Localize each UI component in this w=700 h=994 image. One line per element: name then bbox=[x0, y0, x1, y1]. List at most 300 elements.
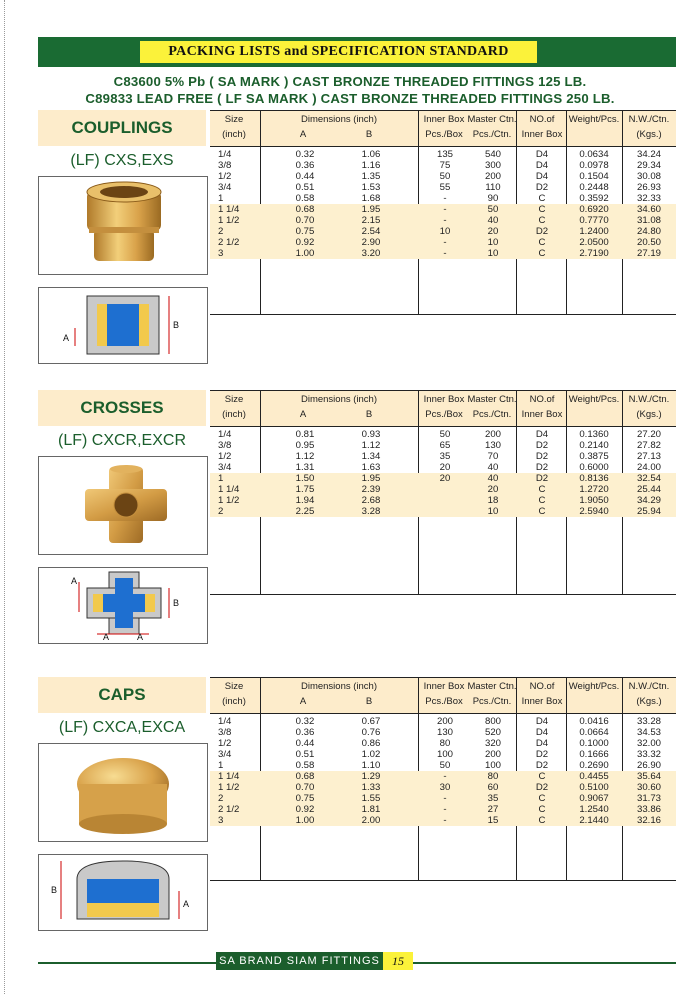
table-row bbox=[210, 815, 676, 826]
col-b: B bbox=[365, 696, 373, 707]
table-cell: 1.2720 bbox=[579, 484, 609, 495]
col-nw: N.W./Ctn. bbox=[628, 114, 670, 125]
table-cell: 30 bbox=[439, 782, 451, 793]
table-cell: 70 bbox=[487, 451, 499, 462]
col-no-of-unit: Inner Box bbox=[521, 696, 563, 707]
table-cell: 65 bbox=[439, 440, 451, 451]
col-no-of-unit: Inner Box bbox=[521, 409, 563, 420]
col-dimensions: Dimensions (inch) bbox=[300, 681, 378, 692]
table-cell: 1.63 bbox=[361, 462, 381, 473]
col-master-ctn: Master Ctn. bbox=[467, 681, 517, 692]
table-row bbox=[210, 171, 676, 182]
table-cell: - bbox=[443, 771, 447, 782]
table-cell: C bbox=[538, 248, 546, 259]
table-cell: 0.92 bbox=[295, 237, 315, 248]
table-cell: 0.93 bbox=[361, 429, 381, 440]
table-cell: 320 bbox=[484, 738, 501, 749]
col-size-unit: (inch) bbox=[222, 409, 246, 420]
table-cell: 35.64 bbox=[636, 771, 661, 782]
col-a: A bbox=[299, 129, 307, 140]
table-cell: 55 bbox=[439, 182, 451, 193]
section-title: COUPLINGS bbox=[71, 118, 173, 137]
table-cell: D2 bbox=[535, 451, 549, 462]
table-cell: 33.86 bbox=[636, 804, 661, 815]
product-photo bbox=[38, 743, 208, 842]
table-cell: 1/2 bbox=[218, 738, 232, 749]
table-cell: 10 bbox=[487, 237, 499, 248]
table-cell: 1 bbox=[218, 193, 224, 204]
table-cell: 1.2400 bbox=[579, 226, 609, 237]
section-title: CROSSES bbox=[80, 398, 164, 417]
table-cell: 130 bbox=[484, 440, 501, 451]
table-row bbox=[210, 440, 676, 451]
col-no-of-unit: Inner Box bbox=[521, 129, 563, 140]
table-cell: 1.06 bbox=[361, 149, 381, 160]
table-cell: 18 bbox=[487, 495, 499, 506]
table-cell: C bbox=[538, 215, 546, 226]
table-cell: 1.68 bbox=[361, 193, 381, 204]
table-cell: 0.1504 bbox=[579, 171, 609, 182]
table-cell: 20 bbox=[439, 473, 451, 484]
table-cell: C bbox=[538, 771, 546, 782]
table-cell: 1.00 bbox=[295, 248, 315, 259]
table-cell: 3/4 bbox=[218, 749, 232, 760]
table-cell: 40 bbox=[487, 215, 499, 226]
table-cell: 1.94 bbox=[295, 495, 315, 506]
col-master-ctn: Master Ctn. bbox=[467, 394, 517, 405]
table-cell: D2 bbox=[535, 473, 549, 484]
table-cell: C bbox=[538, 495, 546, 506]
table-cell: 20 bbox=[439, 462, 451, 473]
col-nw: N.W./Ctn. bbox=[628, 394, 670, 405]
table-cell: 2.00 bbox=[361, 815, 381, 826]
table-cell: 1.16 bbox=[361, 160, 381, 171]
table-cell: 27 bbox=[487, 804, 499, 815]
table-cell: 75 bbox=[439, 160, 451, 171]
table-cell: 0.81 bbox=[295, 429, 315, 440]
table-cell: 1.00 bbox=[295, 815, 315, 826]
table-row bbox=[210, 804, 676, 815]
table-row bbox=[210, 738, 676, 749]
table-row bbox=[210, 193, 676, 204]
table-cell: 0.75 bbox=[295, 793, 315, 804]
table-cell: 2.90 bbox=[361, 237, 381, 248]
table-cell: 2.7190 bbox=[579, 248, 609, 259]
table-cell: 40 bbox=[487, 462, 499, 473]
table-cell: 1/4 bbox=[218, 149, 232, 160]
table-row bbox=[210, 760, 676, 771]
table-cell: 2.54 bbox=[361, 226, 381, 237]
table-cell: - bbox=[443, 204, 447, 215]
table-cell: D2 bbox=[535, 182, 549, 193]
table-cell: 0.3592 bbox=[579, 193, 609, 204]
col-size-unit: (inch) bbox=[222, 129, 246, 140]
table-row bbox=[210, 429, 676, 440]
table-row bbox=[210, 248, 676, 259]
dimension-diagram bbox=[38, 287, 208, 364]
model-code: (LF) CXS,EXS bbox=[70, 152, 174, 169]
table-cell: 0.2140 bbox=[579, 440, 609, 451]
table-cell: 1.81 bbox=[361, 804, 381, 815]
dimension-label-a-bottom-2: A bbox=[137, 632, 144, 642]
table-cell: 1.02 bbox=[361, 749, 381, 760]
table-cell: D4 bbox=[535, 738, 549, 749]
table-cell: 1.29 bbox=[361, 771, 381, 782]
table-cell: 1.95 bbox=[361, 473, 381, 484]
table-cell: C bbox=[538, 815, 546, 826]
col-size: Size bbox=[224, 114, 244, 125]
table-row bbox=[210, 506, 676, 517]
table-row bbox=[210, 793, 676, 804]
col-master-unit: Pcs./Ctn. bbox=[472, 696, 512, 707]
section-title: CAPS bbox=[98, 685, 146, 704]
col-nw-unit: (Kgs.) bbox=[636, 696, 662, 707]
table-cell: 3/4 bbox=[218, 462, 232, 473]
table-row bbox=[210, 160, 676, 171]
col-no-of: NO.of bbox=[529, 394, 555, 405]
table-cell: 1 1/4 bbox=[218, 484, 240, 495]
table-cell: 540 bbox=[484, 149, 501, 160]
table-cell: 0.1000 bbox=[579, 738, 609, 749]
table-cell: 1.33 bbox=[361, 782, 381, 793]
table-cell: D4 bbox=[535, 716, 549, 727]
table-cell: 1/2 bbox=[218, 451, 232, 462]
col-b: B bbox=[365, 409, 373, 420]
table-cell: D2 bbox=[535, 760, 549, 771]
table-cell: 26.93 bbox=[636, 182, 661, 193]
table-cell: 80 bbox=[439, 738, 451, 749]
table-cell: 3/8 bbox=[218, 727, 232, 738]
table-cell: 1/4 bbox=[218, 716, 232, 727]
table-cell: 0.32 bbox=[295, 149, 315, 160]
table-cell: 1/2 bbox=[218, 171, 232, 182]
table-cell: - bbox=[443, 793, 447, 804]
table-cell: 35 bbox=[487, 793, 499, 804]
table-cell: 2.39 bbox=[361, 484, 381, 495]
table-cell: 15 bbox=[487, 815, 499, 826]
table-cell: 1 1/2 bbox=[218, 495, 240, 506]
col-inner-box: Inner Box bbox=[423, 114, 465, 125]
table-row bbox=[210, 495, 676, 506]
table-cell: 90 bbox=[487, 193, 499, 204]
table-row bbox=[210, 451, 676, 462]
table-cell: 0.70 bbox=[295, 215, 315, 226]
table-cell: 200 bbox=[436, 716, 453, 727]
table-cell: 1.55 bbox=[361, 793, 381, 804]
table-cell: 30.60 bbox=[636, 782, 661, 793]
table-cell: 0.70 bbox=[295, 782, 315, 793]
table-cell: 1 1/2 bbox=[218, 215, 240, 226]
table-cell: 40 bbox=[487, 473, 499, 484]
dimension-diagram bbox=[38, 854, 208, 931]
table-cell: 3 bbox=[218, 815, 224, 826]
table-cell: D2 bbox=[535, 462, 549, 473]
table-cell: 0.32 bbox=[295, 716, 315, 727]
table-cell: 30.08 bbox=[636, 171, 661, 182]
table-cell: 32.54 bbox=[636, 473, 661, 484]
col-no-of: NO.of bbox=[529, 114, 555, 125]
table-cell: 2.15 bbox=[361, 215, 381, 226]
table-cell: 0.5100 bbox=[579, 782, 609, 793]
table-cell: 0.67 bbox=[361, 716, 381, 727]
dimension-label-a-left: A bbox=[71, 576, 78, 586]
table-cell: 135 bbox=[436, 149, 453, 160]
dimension-diagram bbox=[38, 567, 208, 644]
dimension-label-a-bottom-1: A bbox=[103, 632, 110, 642]
table-cell: 32.33 bbox=[636, 193, 661, 204]
model-code: (LF) CXCR,EXCR bbox=[57, 432, 186, 449]
table-cell: D2 bbox=[535, 782, 549, 793]
col-dimensions: Dimensions (inch) bbox=[300, 114, 378, 125]
table-cell: C bbox=[538, 506, 546, 517]
table-cell: C bbox=[538, 193, 546, 204]
table-cell: - bbox=[443, 237, 447, 248]
table-cell: 0.7770 bbox=[579, 215, 609, 226]
table-cell: 20 bbox=[487, 226, 499, 237]
col-dimensions: Dimensions (inch) bbox=[300, 394, 378, 405]
table-cell: 100 bbox=[484, 760, 501, 771]
table-cell: D4 bbox=[535, 149, 549, 160]
table-cell: 0.0978 bbox=[579, 160, 609, 171]
table-cell: 0.36 bbox=[295, 160, 315, 171]
table-cell: 3/8 bbox=[218, 160, 232, 171]
table-cell: 80 bbox=[487, 771, 499, 782]
col-master-unit: Pcs./Ctn. bbox=[472, 129, 512, 140]
table-cell: 27.82 bbox=[636, 440, 661, 451]
table-cell: D2 bbox=[535, 440, 549, 451]
table-cell: 2.5940 bbox=[579, 506, 609, 517]
table-cell: 1.12 bbox=[361, 440, 381, 451]
table-cell: 1 bbox=[218, 760, 224, 771]
dimension-label-b: B bbox=[173, 598, 180, 608]
table-cell: 0.68 bbox=[295, 204, 315, 215]
table-cell: 0.1666 bbox=[579, 749, 609, 760]
table-cell: - bbox=[443, 193, 447, 204]
table-cell: 0.86 bbox=[361, 738, 381, 749]
table-cell: 0.44 bbox=[295, 171, 315, 182]
table-row bbox=[210, 215, 676, 226]
table-cell: 50 bbox=[439, 171, 451, 182]
table-cell: 25.94 bbox=[636, 506, 661, 517]
table-row bbox=[210, 182, 676, 193]
table-cell: 0.6000 bbox=[579, 462, 609, 473]
table-cell: 3/4 bbox=[218, 182, 232, 193]
dimension-label-a: A bbox=[183, 899, 190, 909]
table-cell: 100 bbox=[436, 749, 453, 760]
table-cell: 0.0416 bbox=[579, 716, 609, 727]
table-row bbox=[210, 749, 676, 760]
table-cell: 20.50 bbox=[636, 237, 661, 248]
table-row bbox=[210, 727, 676, 738]
table-cell: 33.28 bbox=[636, 716, 661, 727]
table-cell: 0.75 bbox=[295, 226, 315, 237]
col-weight: Weight/Pcs. bbox=[568, 394, 620, 405]
table-cell: 26.90 bbox=[636, 760, 661, 771]
table-row bbox=[210, 237, 676, 248]
table-cell: 32.16 bbox=[636, 815, 661, 826]
table-cell: C bbox=[538, 204, 546, 215]
table-cell: D4 bbox=[535, 171, 549, 182]
table-cell: 60 bbox=[487, 782, 499, 793]
table-cell: 2.0500 bbox=[579, 237, 609, 248]
page-number: 15 bbox=[383, 952, 413, 970]
table-cell: 1.53 bbox=[361, 182, 381, 193]
col-nw-unit: (Kgs.) bbox=[636, 409, 662, 420]
table-cell: 3.28 bbox=[361, 506, 381, 517]
col-master-ctn: Master Ctn. bbox=[467, 114, 517, 125]
table-cell: 50 bbox=[439, 429, 451, 440]
table-cell: 800 bbox=[484, 716, 501, 727]
table-cell: 29.34 bbox=[636, 160, 661, 171]
table-cell: 0.1360 bbox=[579, 429, 609, 440]
table-cell: 200 bbox=[484, 429, 501, 440]
table-cell: 0.0664 bbox=[579, 727, 609, 738]
col-nw: N.W./Ctn. bbox=[628, 681, 670, 692]
table-cell: - bbox=[443, 215, 447, 226]
table-cell: 35 bbox=[439, 451, 451, 462]
col-a: A bbox=[299, 409, 307, 420]
table-cell: 1.95 bbox=[361, 204, 381, 215]
product-photo bbox=[38, 456, 208, 555]
table-cell: 0.2448 bbox=[579, 182, 609, 193]
table-cell: 50 bbox=[439, 760, 451, 771]
col-inner-unit: Pcs./Box bbox=[425, 696, 463, 707]
table-cell: 31.73 bbox=[636, 793, 661, 804]
col-size: Size bbox=[224, 681, 244, 692]
table-cell: 2.25 bbox=[295, 506, 315, 517]
col-size: Size bbox=[224, 394, 244, 405]
table-cell: 27.19 bbox=[636, 248, 661, 259]
table-cell: 0.6920 bbox=[579, 204, 609, 215]
spec-table bbox=[210, 677, 676, 880]
table-row bbox=[210, 226, 676, 237]
table-cell: 1.75 bbox=[295, 484, 315, 495]
table-cell: 0.76 bbox=[361, 727, 381, 738]
spec-table bbox=[210, 390, 676, 594]
table-cell: 300 bbox=[484, 160, 501, 171]
table-cell: 24.00 bbox=[636, 462, 661, 473]
spec-table bbox=[210, 110, 676, 314]
table-cell: 520 bbox=[484, 727, 501, 738]
table-cell: 27.20 bbox=[636, 429, 661, 440]
col-inner-unit: Pcs./Box bbox=[425, 129, 463, 140]
table-cell: D4 bbox=[535, 429, 549, 440]
table-cell: 10 bbox=[487, 248, 499, 259]
table-cell: 0.51 bbox=[295, 182, 315, 193]
col-inner-box: Inner Box bbox=[423, 394, 465, 405]
table-cell: 0.3875 bbox=[579, 451, 609, 462]
table-cell: - bbox=[443, 248, 447, 259]
table-cell: 0.8136 bbox=[579, 473, 609, 484]
table-cell: C bbox=[538, 484, 546, 495]
table-cell: 200 bbox=[484, 749, 501, 760]
table-cell: 0.9067 bbox=[579, 793, 609, 804]
table-cell: 2.68 bbox=[361, 495, 381, 506]
table-cell: - bbox=[443, 804, 447, 815]
product-photo bbox=[38, 176, 208, 275]
footer-brand: SA BRAND SIAM FITTINGS bbox=[216, 952, 383, 970]
table-cell: 0.92 bbox=[295, 804, 315, 815]
table-cell: 200 bbox=[484, 171, 501, 182]
table-cell: 2 1/2 bbox=[218, 804, 240, 815]
table-cell: 2 bbox=[218, 506, 224, 517]
col-b: B bbox=[365, 129, 373, 140]
table-cell: 2 bbox=[218, 793, 224, 804]
table-cell: 1 1/4 bbox=[218, 204, 240, 215]
col-weight: Weight/Pcs. bbox=[568, 114, 620, 125]
table-cell: 1.10 bbox=[361, 760, 381, 771]
table-row bbox=[210, 771, 676, 782]
table-cell: 20 bbox=[487, 484, 499, 495]
table-cell: 130 bbox=[436, 727, 453, 738]
table-cell: 1.12 bbox=[295, 451, 315, 462]
col-a: A bbox=[299, 696, 307, 707]
col-inner-box: Inner Box bbox=[423, 681, 465, 692]
model-code: (LF) CXCA,EXCA bbox=[58, 719, 186, 736]
table-cell: 0.95 bbox=[295, 440, 315, 451]
table-cell: 34.29 bbox=[636, 495, 661, 506]
dimension-label-b: B bbox=[173, 320, 180, 330]
table-cell: 34.24 bbox=[636, 149, 661, 160]
table-cell: 0.36 bbox=[295, 727, 315, 738]
table-row bbox=[210, 716, 676, 727]
table-cell: 0.0634 bbox=[579, 149, 609, 160]
table-cell: 10 bbox=[439, 226, 451, 237]
table-row bbox=[210, 149, 676, 160]
table-cell: 31.08 bbox=[636, 215, 661, 226]
table-cell: 1 1/4 bbox=[218, 771, 240, 782]
col-inner-unit: Pcs./Box bbox=[425, 409, 463, 420]
table-cell: 3.20 bbox=[361, 248, 381, 259]
table-cell: D2 bbox=[535, 226, 549, 237]
table-cell: 0.58 bbox=[295, 760, 315, 771]
dimension-label-b: B bbox=[51, 885, 58, 895]
table-cell: 10 bbox=[487, 506, 499, 517]
table-cell: 1 bbox=[218, 473, 224, 484]
col-size-unit: (inch) bbox=[222, 696, 246, 707]
table-cell: 0.4455 bbox=[579, 771, 609, 782]
table-cell: C bbox=[538, 804, 546, 815]
table-row bbox=[210, 484, 676, 495]
table-cell: 34.60 bbox=[636, 204, 661, 215]
table-cell: D4 bbox=[535, 727, 549, 738]
table-cell: 3 bbox=[218, 248, 224, 259]
col-no-of: NO.of bbox=[529, 681, 555, 692]
table-cell: 50 bbox=[487, 204, 499, 215]
table-cell: 0.58 bbox=[295, 193, 315, 204]
dimension-label-a: A bbox=[63, 333, 70, 343]
table-cell: C bbox=[538, 793, 546, 804]
table-cell: - bbox=[443, 815, 447, 826]
table-cell: C bbox=[538, 237, 546, 248]
table-cell: 2.1440 bbox=[579, 815, 609, 826]
col-master-unit: Pcs./Ctn. bbox=[472, 409, 512, 420]
table-cell: 0.51 bbox=[295, 749, 315, 760]
table-cell: 1.50 bbox=[295, 473, 315, 484]
table-cell: 0.2690 bbox=[579, 760, 609, 771]
table-cell: 1 1/2 bbox=[218, 782, 240, 793]
spec-line-2: C89833 LEAD FREE ( LF SA MARK ) CAST BRONZE THREADED FITTINGS 250 LB. bbox=[85, 91, 615, 106]
table-cell: 27.13 bbox=[636, 451, 661, 462]
table-cell: 3/8 bbox=[218, 440, 232, 451]
col-nw-unit: (Kgs.) bbox=[636, 129, 662, 140]
table-cell: 1.35 bbox=[361, 171, 381, 182]
table-cell: 1/4 bbox=[218, 429, 232, 440]
table-cell: 32.00 bbox=[636, 738, 661, 749]
page-title: PACKING LISTS and SPECIFICATION STANDARD bbox=[140, 41, 537, 63]
table-cell: 25.44 bbox=[636, 484, 661, 495]
table-row bbox=[210, 462, 676, 473]
